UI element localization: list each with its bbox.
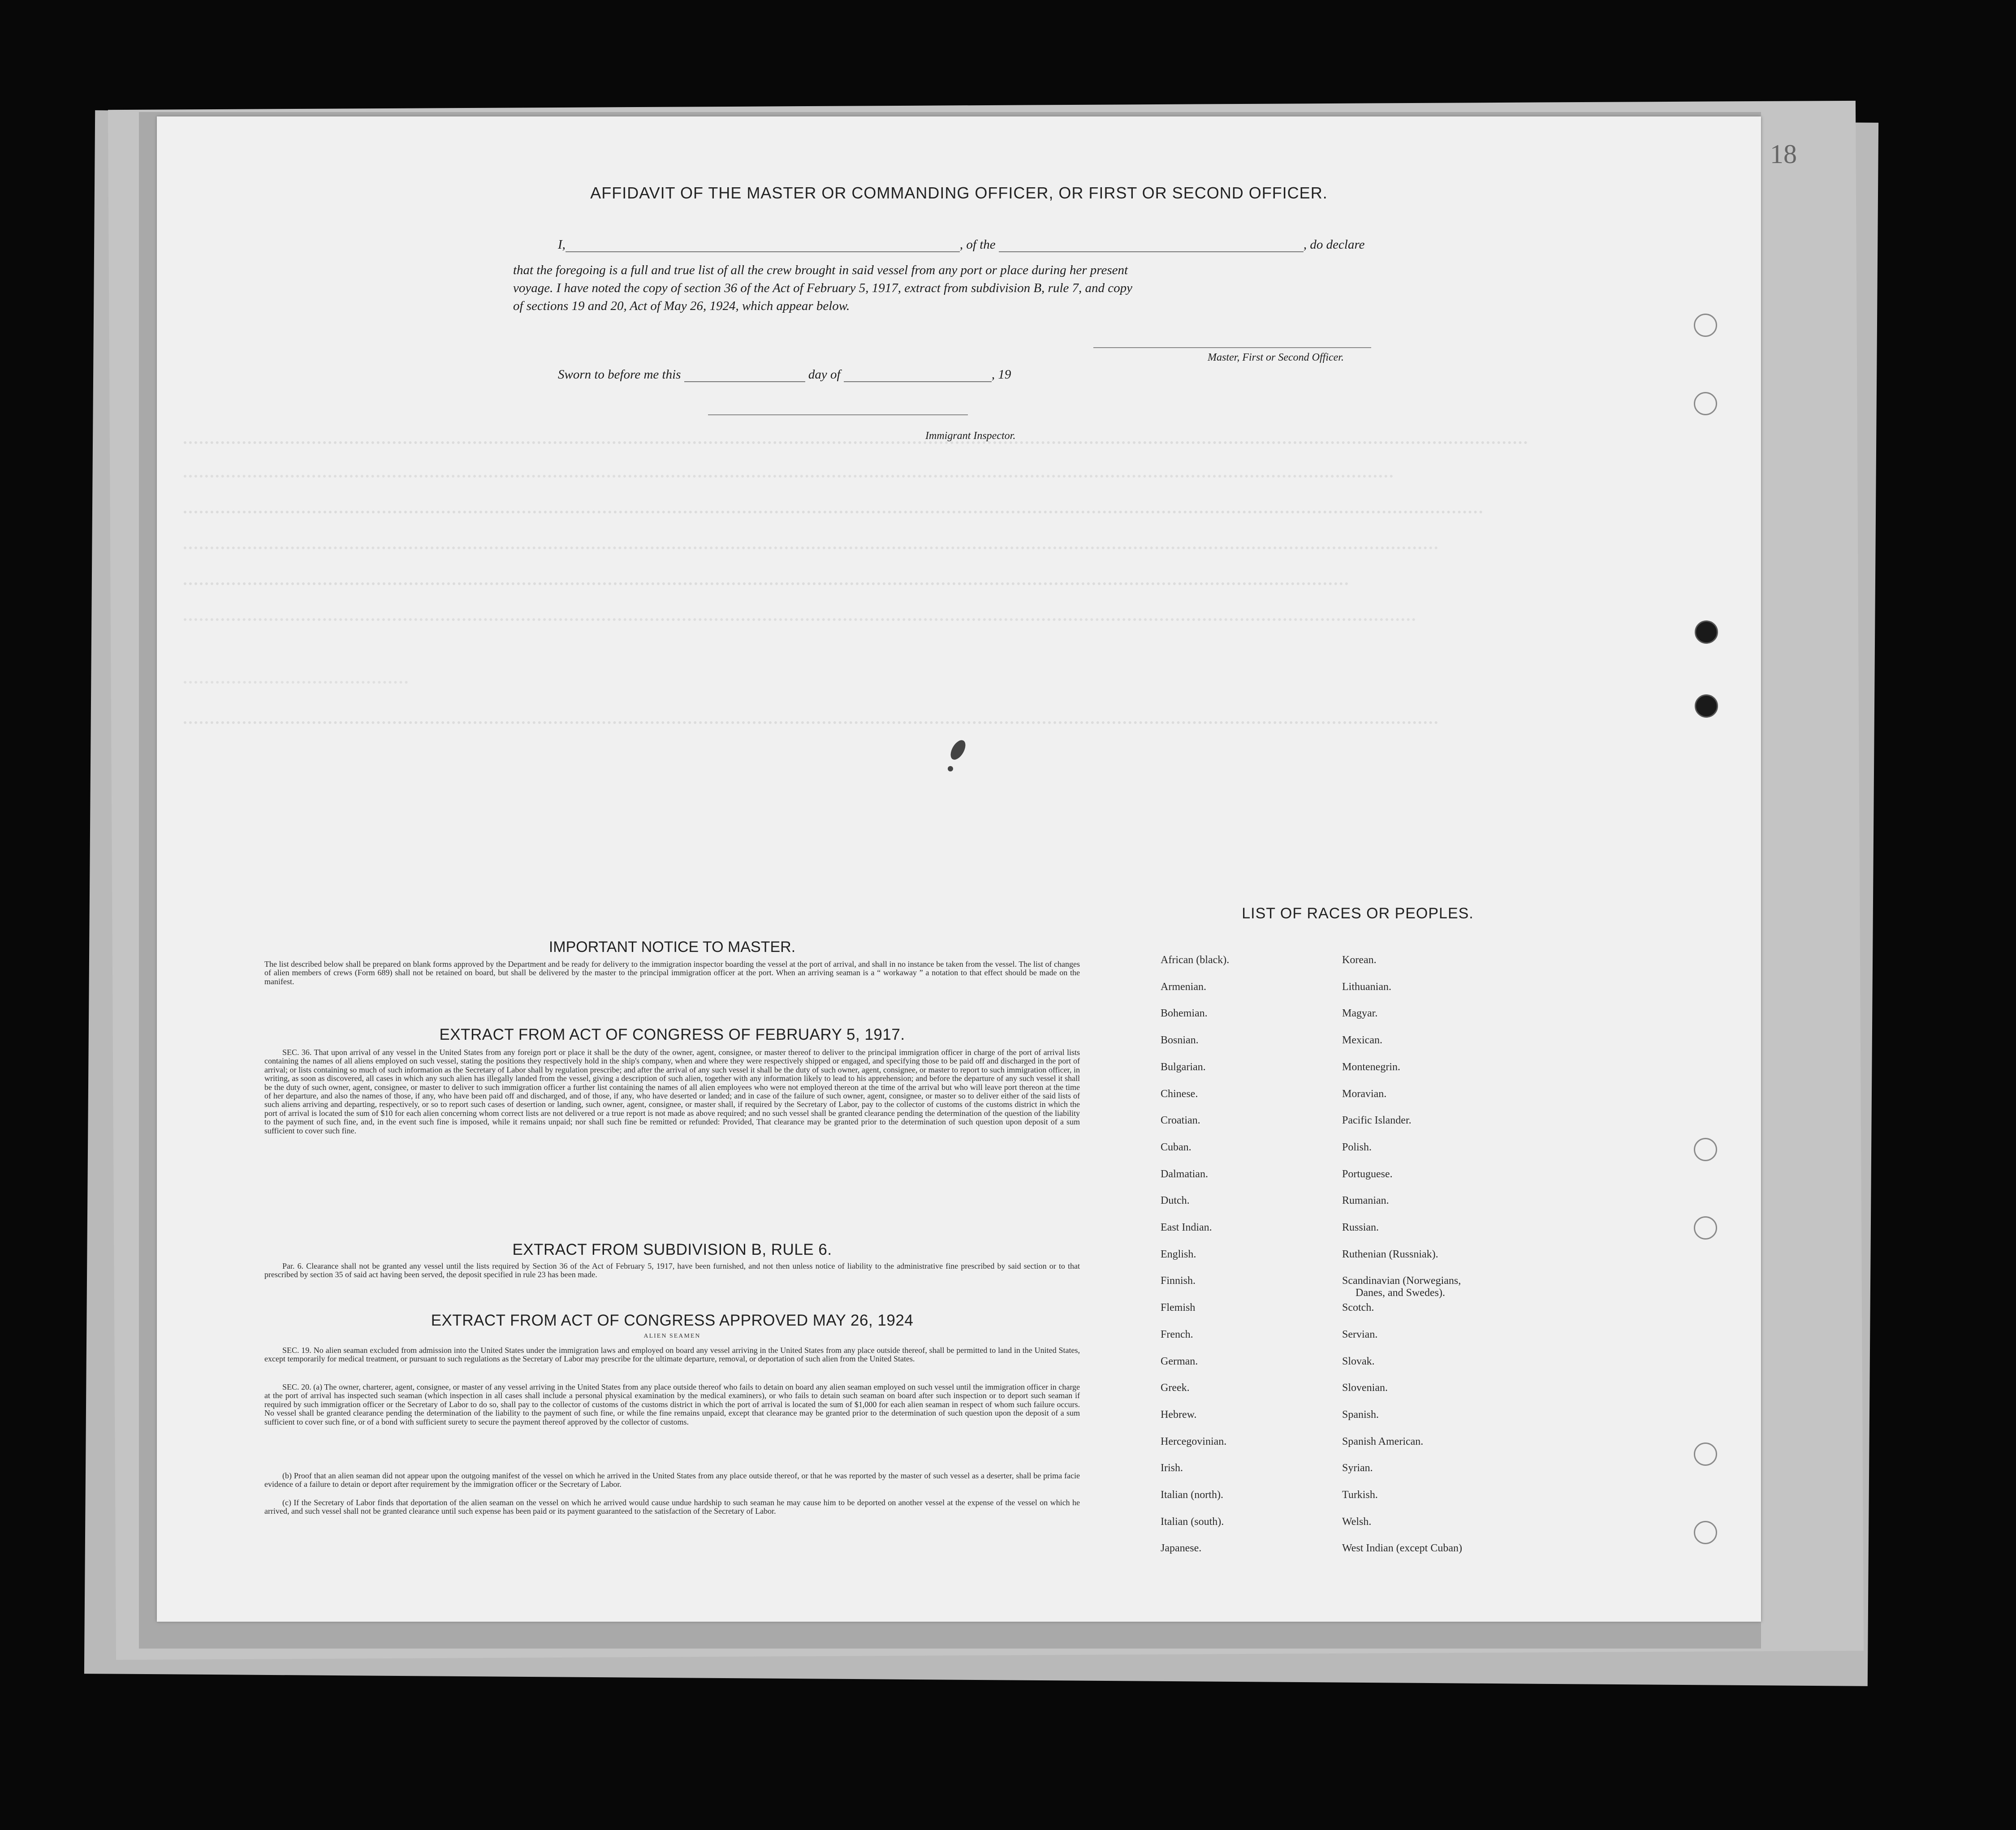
race-item: Greek.	[1161, 1382, 1190, 1394]
day-of-label: day of	[808, 367, 841, 382]
race-item: Dutch.	[1161, 1195, 1190, 1206]
affidavit-of-the: , of the	[959, 237, 996, 252]
rule-6-title: EXTRACT FROM SUBDIVISION B, RULE 6.	[512, 1241, 832, 1258]
affidavit-i: I,	[558, 237, 566, 252]
sworn-line	[558, 367, 1011, 382]
race-item: Lithuanian.	[1342, 981, 1391, 993]
race-item: Hebrew.	[1161, 1409, 1197, 1421]
punch-hole	[1694, 1216, 1717, 1240]
race-item: Spanish American.	[1342, 1436, 1424, 1447]
race-item: Bohemian.	[1161, 1008, 1208, 1019]
race-item: East Indian.	[1161, 1222, 1212, 1233]
sec-20b-text: (b) Proof that an alien seaman did not appear upon the outgoing manifest of the vessel on which he arrived in the United States from any place outside thereof, or that he was reported by the master of such vessel as a deserter, shall be prima facie evidence of a failure to detain or deport after requirement by the immigration officer or the Secretary of Labor.	[264, 1471, 1080, 1489]
punch-hole	[1694, 314, 1717, 337]
extract-1917-title: EXTRACT FROM ACT OF CONGRESS OF FEBRUARY 5, 1917.	[439, 1026, 905, 1043]
sworn-month-blank[interactable]	[844, 381, 992, 382]
race-item: Slovak.	[1342, 1356, 1375, 1367]
sworn-day-blank[interactable]	[684, 381, 805, 382]
document-page	[157, 116, 1761, 1622]
race-item: English.	[1161, 1249, 1196, 1260]
affidavit-line-2: that the foregoing is a full and true list of all the crew brought in said vessel from any port or place during her present	[513, 263, 1128, 277]
punch-hole	[1694, 1442, 1717, 1466]
punch-hole	[1694, 1521, 1717, 1544]
race-item: Pacific Islander.	[1342, 1115, 1412, 1126]
year-prefix: , 19	[991, 367, 1011, 382]
inspector-signature-line[interactable]	[708, 414, 968, 415]
race-item: Armenian.	[1161, 981, 1206, 993]
race-item: Ruthenian (Russniak).	[1342, 1249, 1438, 1260]
master-signature-label: Master, First or Second Officer.	[1208, 352, 1344, 363]
race-item: Finnish.	[1161, 1275, 1196, 1287]
notice-text: The list described below shall be prepared on blank forms approved by the Department and be ready for delivery to the immigration inspector boarding the vessel at the port of arrival, and shall in no instance be taken from the vessel. The list of changes of alien members of crews (Form 689) shall not be retained on board, but shall be delivered by the master to the principal immigration officer at the port. When an arriving seaman is a “ workaway ” a notation to that effect should be made on the manifest.	[264, 960, 1080, 986]
ink-smudge	[948, 766, 953, 771]
race-item: Slovenian.	[1342, 1382, 1388, 1394]
race-item: Croatian.	[1161, 1115, 1200, 1126]
master-signature-line[interactable]	[1093, 347, 1371, 348]
race-item: African (black).	[1161, 954, 1230, 966]
race-item: Dalmatian.	[1161, 1168, 1208, 1180]
race-item: Syrian.	[1342, 1462, 1373, 1474]
affidavit-line-1	[558, 237, 1365, 252]
race-item: Montenegrin.	[1342, 1061, 1400, 1073]
race-item: Bosnian.	[1161, 1034, 1199, 1046]
race-item: Flemish	[1161, 1302, 1196, 1313]
race-item: Portuguese.	[1342, 1168, 1393, 1180]
race-item: Italian (south).	[1161, 1516, 1224, 1528]
extract-1924-title: EXTRACT FROM ACT OF CONGRESS APPROVED MAY 26, 1924	[431, 1312, 914, 1329]
race-item: Servian.	[1342, 1329, 1378, 1340]
race-item: Cuban.	[1161, 1141, 1191, 1153]
sec-20a-text: SEC. 20. (a) The owner, charterer, agent, consignee, or master of any vessel arriving in the United States from any place outside thereof who fails to detain on board any alien seaman employed on such vessel until the immigration officer in charge at the port of arrival has inspected such seaman (which inspection in all cases shall include a personal physical examination by the medical examiners), or who fails to detain such seaman on board after such inspection or to deport such seaman if required by such immigration officer or the Secretary of Labor to do so, shall pay to the collector of customs of the customs district in which the port of arrival is located the sum of $1,000 for each alien seaman in respect of whom such failure occurs. No vessel shall be granted clearance pending the determination of the liability to the payment of such fine, or while the fine remains unpaid, except that clearance may be granted prior to the determination of such question upon the deposit of a sum sufficient to cover such fine, or of a bond with sufficient surety to secure the payment thereof approved by the collector of customs.	[264, 1382, 1080, 1426]
punch-hole	[1694, 1138, 1717, 1161]
sworn-label: Sworn to before me this	[558, 367, 681, 382]
race-item: Hercegovinian.	[1161, 1436, 1227, 1447]
race-item: Moravian.	[1342, 1088, 1387, 1100]
punch-hole	[1695, 694, 1718, 718]
races-title: LIST OF RACES OR PEOPLES.	[1242, 905, 1474, 922]
race-item: Irish.	[1161, 1462, 1183, 1474]
inspector-signature-label: Immigrant Inspector.	[925, 430, 1016, 442]
page-number: 18	[1770, 139, 1797, 169]
race-item: Polish.	[1342, 1141, 1372, 1153]
race-item: Chinese.	[1161, 1088, 1198, 1100]
affidavit-line-4: of sections 19 and 20, Act of May 26, 1924, which appear below.	[513, 299, 850, 313]
race-item: Scotch.	[1342, 1302, 1374, 1313]
rule-6-text: Par. 6. Clearance shall not be granted any vessel until the lists required by Section 36 of the Act of February 5, 1917, have been furnished, and not then unless notice of liability to the administrative fine prescribed by said section or to that prescribed by section 35 of said act having been served, the deposit specified in rule 23 has been made.	[264, 1262, 1080, 1279]
affidavit-declare: , do declare	[1303, 237, 1365, 252]
sec-19-text: SEC. 19. No alien seaman excluded from admission into the United States under the immigration laws and employed on board any vessel arriving in the United States from any place outside thereof, shall be permitted to land in the United States, except temporarily for medical treatment, or pursuant to such regulations as the Secretary of Labor may prescribe for the ultimate departure, removal, or deportation of such alien from the United States.	[264, 1346, 1080, 1364]
race-item: Russian.	[1342, 1222, 1379, 1233]
bleed-through	[157, 439, 1761, 932]
race-item: Italian (north).	[1161, 1489, 1223, 1501]
race-item: West Indian (except Cuban)	[1342, 1542, 1462, 1554]
notice-title: IMPORTANT NOTICE TO MASTER.	[548, 939, 796, 956]
race-item: Rumanian.	[1342, 1195, 1389, 1206]
name-blank[interactable]	[566, 251, 960, 252]
punch-hole	[1695, 620, 1718, 644]
race-item: Magyar.	[1342, 1008, 1378, 1019]
race-item: French.	[1161, 1329, 1193, 1340]
sec-20c-text: (c) If the Secretary of Labor finds that deportation of the alien seaman on the vessel on which he arrived would cause undue hardship to such seaman he may cause him to be deported on another vessel at the expense of the vessel on which he arrived, and such vessel shall not be granted clearance until such expense has been paid or its payment guaranteed to the satisfaction of the Secretary of Labor.	[264, 1498, 1080, 1516]
affidavit-title: AFFIDAVIT OF THE MASTER OR COMMANDING OFFICER, OR FIRST OR SECOND OFFICER.	[590, 184, 1328, 202]
race-item: Japanese.	[1161, 1542, 1202, 1554]
race-item: Mexican.	[1342, 1034, 1382, 1046]
race-item: Bulgarian.	[1161, 1061, 1206, 1073]
race-item: Scandinavian (Norwegians, Danes, and Swedes).	[1342, 1275, 1461, 1299]
vessel-blank[interactable]	[999, 251, 1304, 252]
race-item: Spanish.	[1342, 1409, 1379, 1421]
punch-hole	[1694, 392, 1717, 415]
race-item: Welsh.	[1342, 1516, 1372, 1528]
affidavit-line-3: voyage. I have noted the copy of section 36 of the Act of February 5, 1917, extract from subdivision B, rule 7, and copy	[513, 281, 1133, 295]
alien-seamen-subtitle: ALIEN SEAMEN	[643, 1333, 701, 1339]
race-item: Korean.	[1342, 954, 1377, 966]
race-item: German.	[1161, 1356, 1198, 1367]
extract-1917-text: SEC. 36. That upon arrival of any vessel in the United States from any foreign port or place it shall be the duty of the owner, agent, consignee, or master thereof to deliver to the principal immigration officer in charge of the port of arrival lists containing the names of all aliens employed on such vessel, stating the positions they respectively hold in the ship's company, when and where they were respectively shipped or engaged, and specifying those to be paid off and discharged in the port of arrival; or lists containing so much of such information as the Secretary of Labor shall by regulation prescribe; and after the arrival of any such vessel it shall be the duty of such owner, agent, consignee, or master to report to such immigration officer, in writing, as soon as discovered, all cases in which any such alien has illegally landed from the vessel, giving a description of such alien, together with any information likely to lead to his apprehension; and before the departure of any such vessel it shall be the duty of such owner, agent, consignee, or master to deliver to such immigration officer a further list containing the names of all alien employees who were not employed thereon at the time of the arrival but who will leave port thereon at the time of her departure, and also the names of those, if any, who have been paid off and discharged, and of those, if any, who have deserted or landed; and in case of the failure of such owner, agent, consignee, or master so to deliver either of the said lists of such aliens arriving and departing, respectively, or so to report such cases of desertion or landing, such owner, agent, consignee, or master shall, if required by the Secretary of Labor, pay to the collector of customs of the customs district in which the port of arrival is located the sum of $10 for each alien concerning whom correct lists are not delivered or a true report is not made as above required; and no such vessel shall be granted clearance pending the determination of the question of the liability to the payment of such fine, and, in the event such fine is imposed, while it remains unpaid; nor shall such fine be remitted or refunded: Provided, That clearance may be granted prior to the determination of such question upon deposit of a sum sufficient to cover such fine.	[264, 1048, 1080, 1135]
race-item: Turkish.	[1342, 1489, 1378, 1501]
